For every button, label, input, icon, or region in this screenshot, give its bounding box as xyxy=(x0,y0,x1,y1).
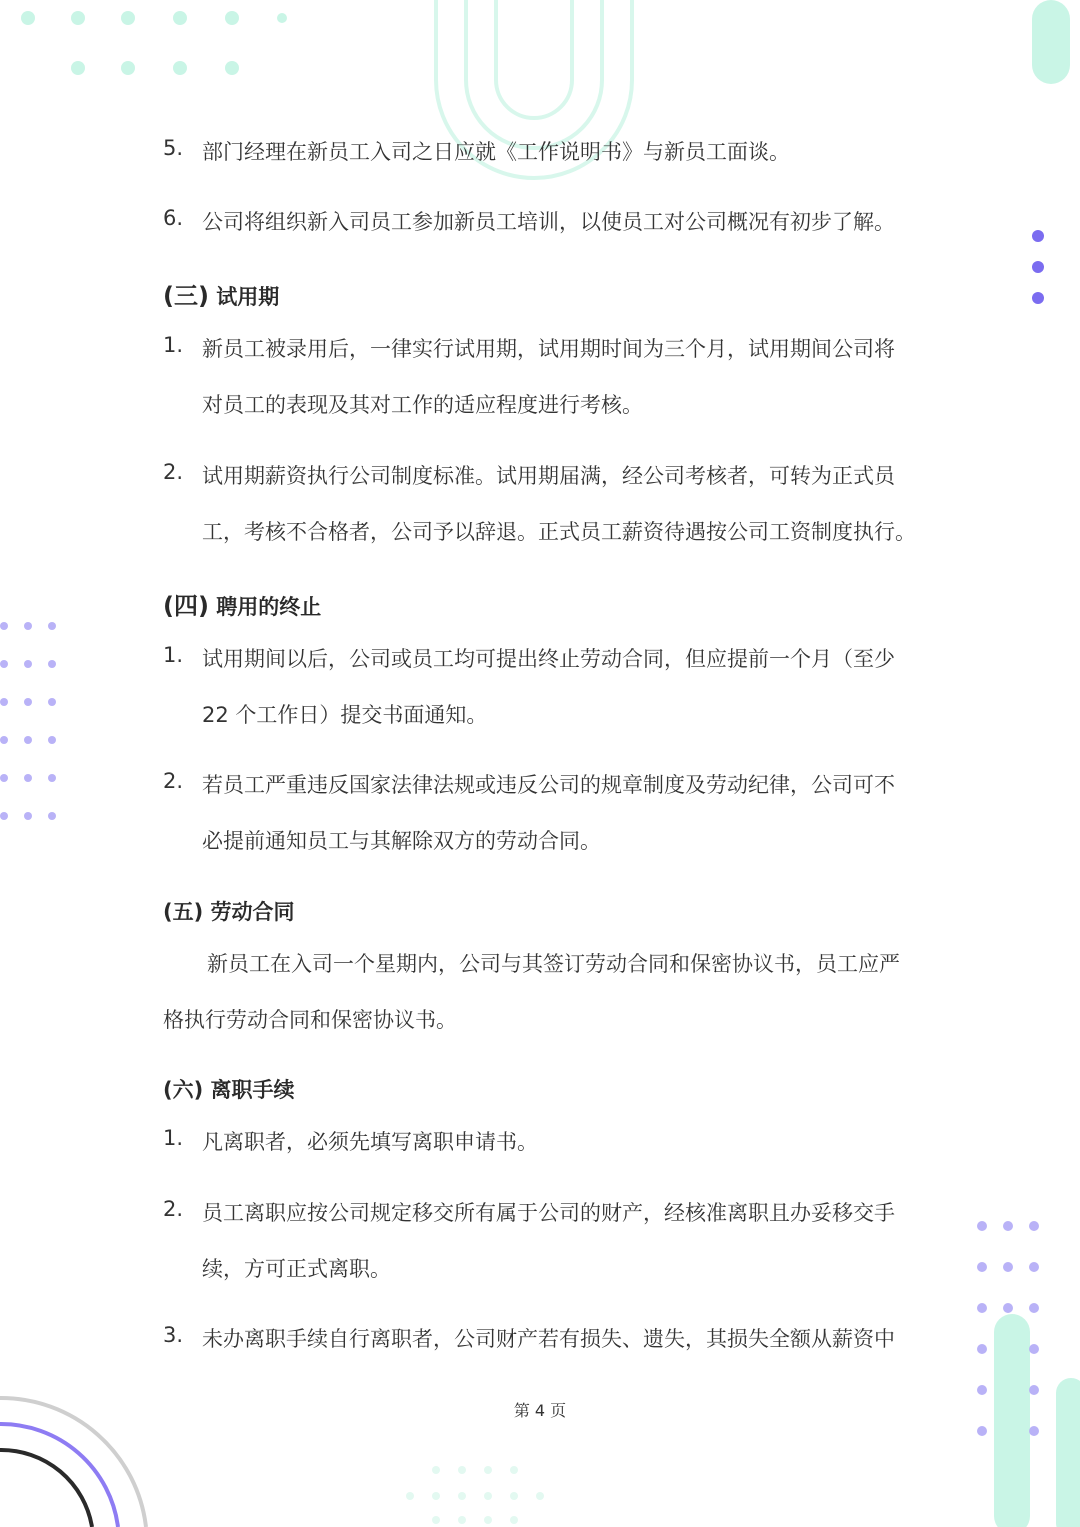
item-number: 1. xyxy=(163,1126,184,1150)
item-text-line: 22 个工作日）提交书面通知。 xyxy=(202,703,488,727)
section-heading-resignation: (六) 离职手续 xyxy=(163,1078,295,1102)
item-number: 2. xyxy=(163,769,184,793)
page-number: 第 4 页 xyxy=(513,1401,567,1420)
item-number: 5. xyxy=(163,136,184,160)
item-text-line: 对员工的表现及其对工作的适应程度进行考核。 xyxy=(202,393,643,417)
mint-dots-bottom-center xyxy=(406,1466,544,1524)
item-number: 2. xyxy=(163,460,184,484)
item-text-line: 凡离职者，必须先填写离职申请书。 xyxy=(202,1130,538,1154)
item-number: 1. xyxy=(163,333,184,357)
item-number: 6. xyxy=(163,206,184,230)
section-heading-termination: (四) 聘用的终止 xyxy=(163,592,322,620)
section-heading-probation: (三) 试用期 xyxy=(163,282,280,310)
item-text-line: 必提前通知员工与其解除双方的劳动合同。 xyxy=(202,829,601,853)
item-text: 公司将组织新入司员工参加新员工培训，以使员工对公司概况有初步了解。 xyxy=(202,210,895,234)
purple-dots-right xyxy=(1032,230,1044,304)
mint-pill-top-right xyxy=(1032,0,1070,84)
item-text: 部门经理在新员工入司之日应就《工作说明书》与新员工面谈。 xyxy=(202,140,790,164)
item-text-line: 新员工被录用后，一律实行试用期，试用期时间为三个月，试用期间公司将 xyxy=(202,337,895,361)
section-heading-contract: (五) 劳动合同 xyxy=(163,900,295,924)
item-text-line: 续，方可正式离职。 xyxy=(202,1257,391,1281)
item-number: 3. xyxy=(163,1323,184,1347)
item-number: 2. xyxy=(163,1197,184,1221)
item-text-line: 工，考核不合格者，公司予以辞退。正式员工薪资待遇按公司工资制度执行。 xyxy=(202,520,916,544)
item-number: 1. xyxy=(163,643,184,667)
item-text-line: 试用期间以后，公司或员工均可提出终止劳动合同，但应提前一个月（至少 xyxy=(202,647,895,671)
paragraph-line: 格执行劳动合同和保密协议书。 xyxy=(163,1008,457,1032)
purple-dots-left xyxy=(0,622,56,820)
paragraph-line: 新员工在入司一个星期内，公司与其签订劳动合同和保密协议书，员工应严 xyxy=(207,952,900,976)
item-text-line: 试用期薪资执行公司制度标准。试用期届满，经公司考核者，可转为正式员 xyxy=(202,464,895,488)
item-text-line: 若员工严重违反国家法律法规或违反公司的规章制度及劳动纪律，公司可不 xyxy=(202,773,895,797)
mint-dots-top-left xyxy=(21,11,287,75)
item-text-line: 员工离职应按公司规定移交所有属于公司的财产，经核准离职且办妥移交手 xyxy=(202,1201,895,1225)
item-text-line: 未办离职手续自行离职者，公司财产若有损失、遗失，其损失全额从薪资中 xyxy=(202,1327,895,1351)
